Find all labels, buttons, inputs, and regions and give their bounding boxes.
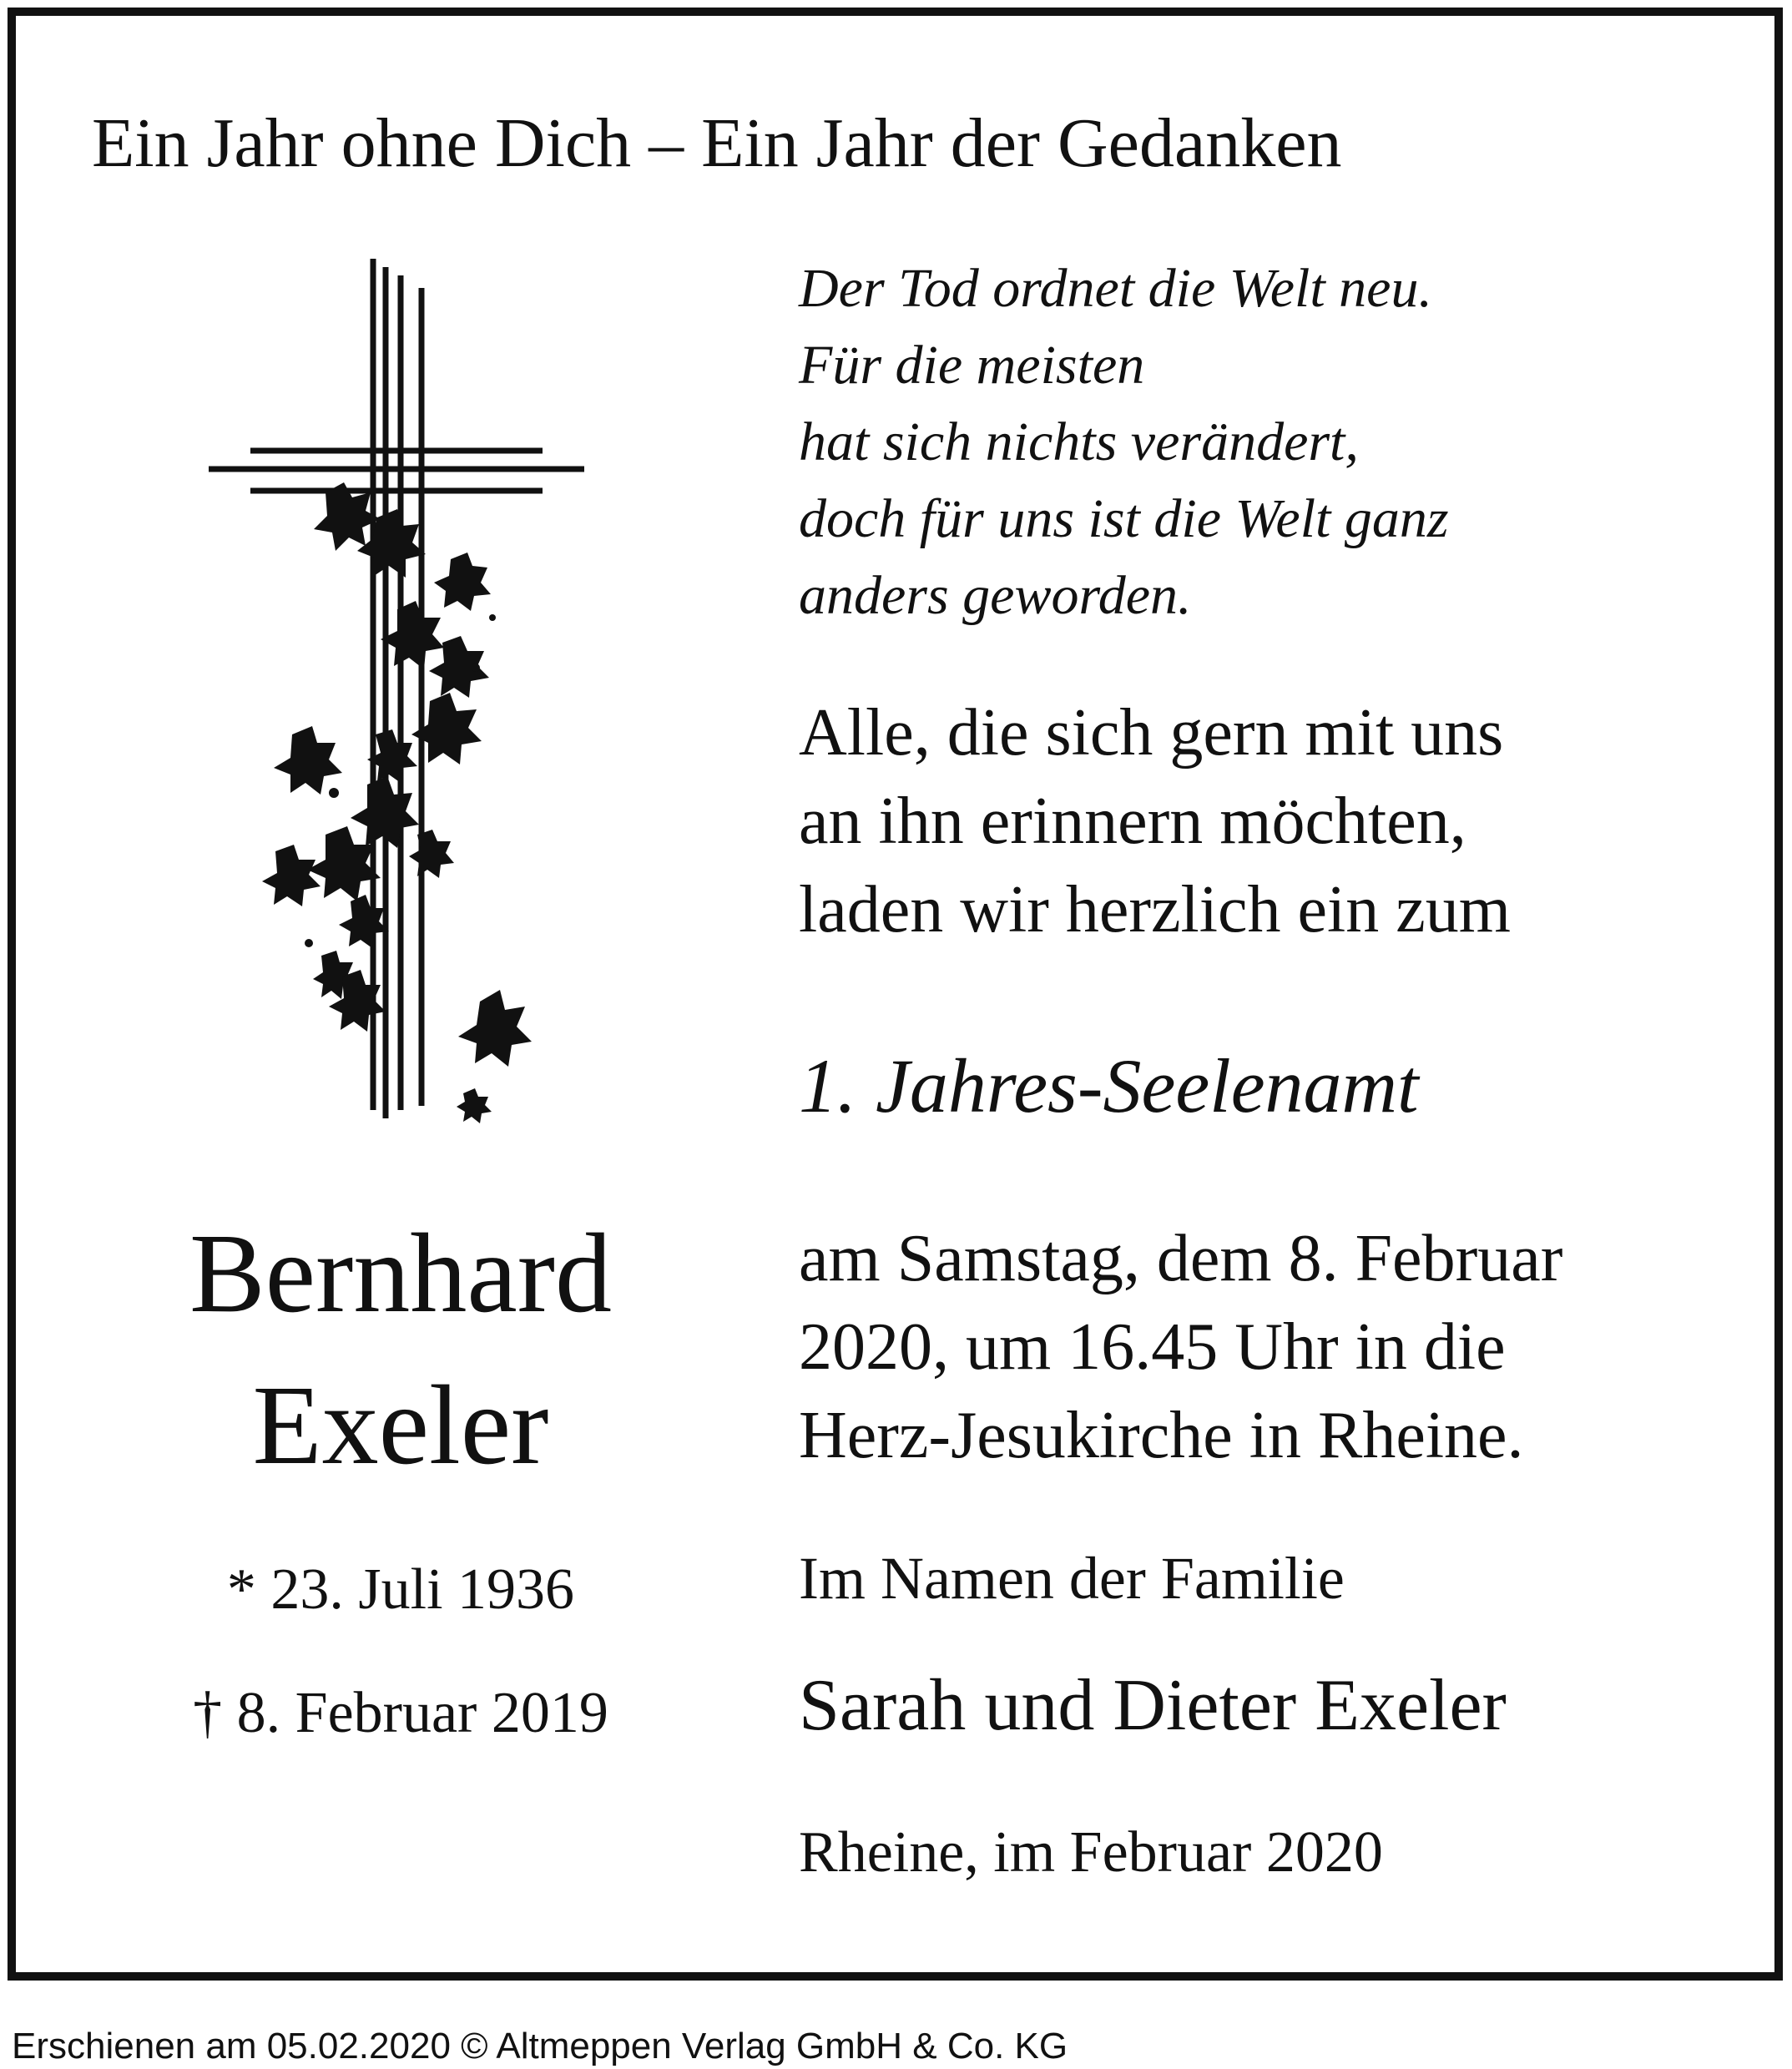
place-date: Rheine, im Februar 2020 bbox=[799, 1820, 1383, 1885]
cross-with-ivy-icon bbox=[200, 250, 601, 1135]
deceased-name bbox=[92, 1198, 709, 1501]
poem-line: hat sich nichts verändert, bbox=[799, 411, 1359, 472]
poem bbox=[799, 250, 1449, 634]
invitation-line: an ihn erinnern möchten, bbox=[799, 785, 1466, 858]
deceased-last-name: Exeler bbox=[252, 1363, 549, 1488]
poem-line: doch für uns ist die Welt ganz bbox=[799, 488, 1449, 549]
family-names: Sarah und Dieter Exeler bbox=[799, 1665, 1507, 1746]
event-line: am Samstag, dem 8. Februar bbox=[799, 1222, 1563, 1295]
invitation-line: laden wir herzlich ein zum bbox=[799, 873, 1511, 946]
publication-footer: Erschienen am 05.02.2020 © Altmeppen Verlag GmbH & Co. KG bbox=[12, 2026, 1068, 2066]
invitation-line: Alle, die sich gern mit uns bbox=[799, 696, 1504, 770]
family-intro: Im Namen der Familie bbox=[799, 1545, 1345, 1612]
poem-line: Für die meisten bbox=[799, 335, 1145, 396]
headline: Ein Jahr ohne Dich – Ein Jahr der Gedanken bbox=[92, 104, 1342, 182]
event-line: Herz-Jesukirche in Rheine. bbox=[799, 1399, 1524, 1472]
death-date: † 8. Februar 2019 bbox=[193, 1681, 608, 1745]
event-title: 1. Jahres-Seelenamt bbox=[799, 1043, 1419, 1128]
deceased-first-name: Bernhard bbox=[189, 1211, 612, 1336]
event-line: 2020, um 16.45 Uhr in die bbox=[799, 1310, 1506, 1384]
invitation-text bbox=[799, 689, 1511, 954]
poem-line: anders geworden. bbox=[799, 565, 1192, 626]
event-details bbox=[799, 1214, 1562, 1480]
birth-date: * 23. Juli 1936 bbox=[226, 1557, 575, 1622]
poem-line: Der Tod ordnet die Welt neu. bbox=[799, 258, 1432, 319]
